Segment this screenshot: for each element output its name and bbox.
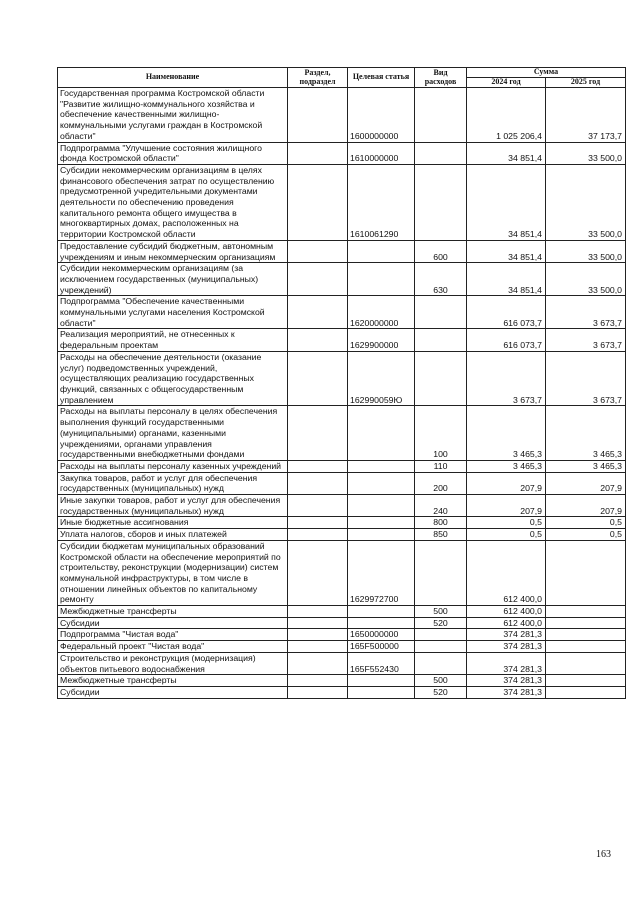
table-row	[58, 629, 626, 641]
table-row	[58, 406, 626, 461]
row-name: Предоставление субсидий бюджетным, автономным учреждениям и иным некоммерческим организациям	[58, 240, 288, 262]
row-sum-2025: 3 673,7	[546, 351, 626, 406]
row-name: Субсидии бюджетам муниципальных образований Костромской области на обеспечение мероприятий по строительству, реконструкции (модернизации) систем коммунальной инфраструктуры, в том числе в отношении линейных объектов по капитальному ремонту	[58, 540, 288, 605]
row-sum-2025	[546, 686, 626, 698]
row-vid	[415, 641, 467, 653]
row-celevaya	[348, 495, 415, 517]
row-razdel	[288, 686, 348, 698]
table-row	[58, 529, 626, 541]
table-row	[58, 472, 626, 494]
row-celevaya	[348, 460, 415, 472]
row-celevaya: 1650000000	[348, 629, 415, 641]
row-razdel	[288, 472, 348, 494]
row-razdel	[288, 164, 348, 240]
header-year-2024: 2024 год	[467, 78, 546, 88]
row-celevaya	[348, 406, 415, 461]
row-celevaya: 1610000000	[348, 142, 415, 164]
row-celevaya	[348, 240, 415, 262]
row-vid: 520	[415, 617, 467, 629]
row-sum-2025	[546, 606, 626, 618]
row-sum-2025: 3 673,7	[546, 329, 626, 351]
row-celevaya	[348, 606, 415, 618]
row-sum-2025: 207,9	[546, 472, 626, 494]
row-sum-2024: 207,9	[467, 495, 546, 517]
row-razdel	[288, 329, 348, 351]
row-name: Межбюджетные трансферты	[58, 606, 288, 618]
table-row	[58, 263, 626, 296]
row-vid: 200	[415, 472, 467, 494]
row-sum-2024: 374 281,3	[467, 686, 546, 698]
header-celevaya: Целевая статья	[348, 68, 415, 88]
row-vid: 520	[415, 686, 467, 698]
row-celevaya	[348, 686, 415, 698]
row-razdel	[288, 540, 348, 605]
row-razdel	[288, 88, 348, 143]
row-vid	[415, 142, 467, 164]
row-sum-2025	[546, 629, 626, 641]
row-sum-2025: 33 500,0	[546, 142, 626, 164]
table-row	[58, 606, 626, 618]
row-sum-2025	[546, 540, 626, 605]
row-name: Иные бюджетные ассигнования	[58, 517, 288, 529]
row-vid: 100	[415, 406, 467, 461]
row-vid	[415, 88, 467, 143]
row-sum-2025: 3 465,3	[546, 406, 626, 461]
row-sum-2024: 34 851,4	[467, 142, 546, 164]
header-summa: Сумма	[467, 68, 626, 78]
row-sum-2024: 374 281,3	[467, 629, 546, 641]
header-vid: Вид расходов	[415, 68, 467, 88]
row-vid	[415, 629, 467, 641]
row-name: Иные закупки товаров, работ и услуг для обеспечения государственных (муниципальных) нужд	[58, 495, 288, 517]
row-sum-2024: 612 400,0	[467, 606, 546, 618]
row-celevaya: 1600000000	[348, 88, 415, 143]
header-year-2025: 2025 год	[546, 78, 626, 88]
row-sum-2025: 3 673,7	[546, 296, 626, 329]
row-vid	[415, 296, 467, 329]
table-row	[58, 686, 626, 698]
row-sum-2024: 616 073,7	[467, 329, 546, 351]
row-celevaya: 165F552430	[348, 652, 415, 674]
row-name: Субсидии	[58, 617, 288, 629]
row-sum-2025	[546, 675, 626, 687]
row-razdel	[288, 460, 348, 472]
row-sum-2025: 0,5	[546, 529, 626, 541]
row-celevaya	[348, 529, 415, 541]
row-sum-2025: 207,9	[546, 495, 626, 517]
row-vid: 600	[415, 240, 467, 262]
row-name: Субсидии	[58, 686, 288, 698]
row-sum-2025	[546, 641, 626, 653]
row-razdel	[288, 495, 348, 517]
row-name: Межбюджетные трансферты	[58, 675, 288, 687]
row-razdel	[288, 529, 348, 541]
row-name: Подпрограмма "Чистая вода"	[58, 629, 288, 641]
table-row	[58, 652, 626, 674]
row-sum-2024: 374 281,3	[467, 675, 546, 687]
row-celevaya	[348, 675, 415, 687]
row-name: Субсидии некоммерческим организациям в целях финансового обеспечения затрат по осуществлению предусмотренной учредительными документами деятельности по обеспечению проведения капитального ремонта общего имущества в многоквартирных домах, расположенных на территории Костромской области	[58, 164, 288, 240]
table-row	[58, 495, 626, 517]
row-name: Реализация мероприятий, не отнесенных к федеральным проектам	[58, 329, 288, 351]
row-name: Расходы на выплаты персоналу в целях обеспечения выполнения функций государственными (муниципальными) органами, казенными учреждениями, органами управления государственными внебюджетными фондами	[58, 406, 288, 461]
table-row	[58, 675, 626, 687]
table-row	[58, 617, 626, 629]
row-razdel	[288, 629, 348, 641]
row-sum-2024: 616 073,7	[467, 296, 546, 329]
row-sum-2024: 374 281,3	[467, 652, 546, 674]
row-sum-2024: 207,9	[467, 472, 546, 494]
row-vid	[415, 652, 467, 674]
row-vid: 500	[415, 675, 467, 687]
row-name: Расходы на обеспечение деятельности (оказание услуг) подведомственных учреждений, осуществляющих реализацию государственных функций, связанных с общегосударственным управлением	[58, 351, 288, 406]
row-sum-2024: 0,5	[467, 529, 546, 541]
row-razdel	[288, 142, 348, 164]
row-name: Уплата налогов, сборов и иных платежей	[58, 529, 288, 541]
row-razdel	[288, 517, 348, 529]
row-sum-2025: 37 173,7	[546, 88, 626, 143]
table-row	[58, 88, 626, 143]
page-number: 163	[596, 849, 611, 860]
row-celevaya: 165F500000	[348, 641, 415, 653]
row-sum-2024: 374 281,3	[467, 641, 546, 653]
row-name: Строительство и реконструкция (модернизация) объектов питьевого водоснабжения	[58, 652, 288, 674]
table-row	[58, 460, 626, 472]
row-razdel	[288, 406, 348, 461]
row-celevaya	[348, 472, 415, 494]
row-razdel	[288, 652, 348, 674]
table-row	[58, 540, 626, 605]
budget-table	[57, 67, 626, 699]
row-celevaya: 1610061290	[348, 164, 415, 240]
header-razdel: Раздел, подраздел	[288, 68, 348, 88]
row-celevaya	[348, 617, 415, 629]
row-vid	[415, 540, 467, 605]
row-sum-2025: 3 465,3	[546, 460, 626, 472]
row-sum-2025	[546, 617, 626, 629]
row-celevaya: 1629972700	[348, 540, 415, 605]
row-razdel	[288, 617, 348, 629]
row-sum-2024: 3 673,7	[467, 351, 546, 406]
row-sum-2025	[546, 652, 626, 674]
row-name: Закупка товаров, работ и услуг для обеспечения государственных (муниципальных) нужд	[58, 472, 288, 494]
row-vid: 850	[415, 529, 467, 541]
row-sum-2024: 612 400,0	[467, 617, 546, 629]
row-sum-2024: 34 851,4	[467, 164, 546, 240]
row-name: Расходы на выплаты персоналу казенных учреждений	[58, 460, 288, 472]
row-name: Подпрограмма "Обеспечение качественными коммунальными услугами населения Костромской области"	[58, 296, 288, 329]
row-name: Подпрограмма "Улучшение состояния жилищного фонда Костромской области"	[58, 142, 288, 164]
table-body	[58, 88, 626, 699]
table-row	[58, 641, 626, 653]
row-celevaya	[348, 517, 415, 529]
row-vid: 110	[415, 460, 467, 472]
row-razdel	[288, 606, 348, 618]
row-sum-2024: 3 465,3	[467, 406, 546, 461]
row-sum-2025: 0,5	[546, 517, 626, 529]
row-razdel	[288, 263, 348, 296]
row-razdel	[288, 675, 348, 687]
row-razdel	[288, 240, 348, 262]
row-sum-2024: 1 025 206,4	[467, 88, 546, 143]
row-sum-2024: 3 465,3	[467, 460, 546, 472]
row-vid: 630	[415, 263, 467, 296]
row-vid: 800	[415, 517, 467, 529]
row-sum-2024: 0,5	[467, 517, 546, 529]
row-sum-2024: 34 851,4	[467, 240, 546, 262]
table-row	[58, 142, 626, 164]
row-razdel	[288, 351, 348, 406]
table-row	[58, 351, 626, 406]
row-vid: 500	[415, 606, 467, 618]
row-vid	[415, 164, 467, 240]
row-razdel	[288, 296, 348, 329]
table-row	[58, 517, 626, 529]
row-sum-2025: 33 500,0	[546, 164, 626, 240]
row-sum-2025: 33 500,0	[546, 263, 626, 296]
row-vid: 240	[415, 495, 467, 517]
row-sum-2024: 612 400,0	[467, 540, 546, 605]
table-row	[58, 296, 626, 329]
row-celevaya: 1620000000	[348, 296, 415, 329]
header-name: Наименование	[58, 68, 288, 88]
table-row	[58, 329, 626, 351]
row-name: Субсидии некоммерческим организациям (за исключением государственных (муниципальных) учреждений)	[58, 263, 288, 296]
row-sum-2024: 34 851,4	[467, 263, 546, 296]
row-celevaya	[348, 263, 415, 296]
row-name: Государственная программа Костромской области "Развитие жилищно-коммунального хозяйства и обеспечение качественными жилищно-коммунальными услугами граждан в Костромской области"	[58, 88, 288, 143]
row-name: Федеральный проект "Чистая вода"	[58, 641, 288, 653]
row-vid	[415, 351, 467, 406]
table-row	[58, 164, 626, 240]
table-header	[58, 68, 626, 88]
row-vid	[415, 329, 467, 351]
row-celevaya: 1629900000	[348, 329, 415, 351]
row-celevaya: 162990059Ю	[348, 351, 415, 406]
row-sum-2025: 33 500,0	[546, 240, 626, 262]
row-razdel	[288, 641, 348, 653]
table-row	[58, 240, 626, 262]
